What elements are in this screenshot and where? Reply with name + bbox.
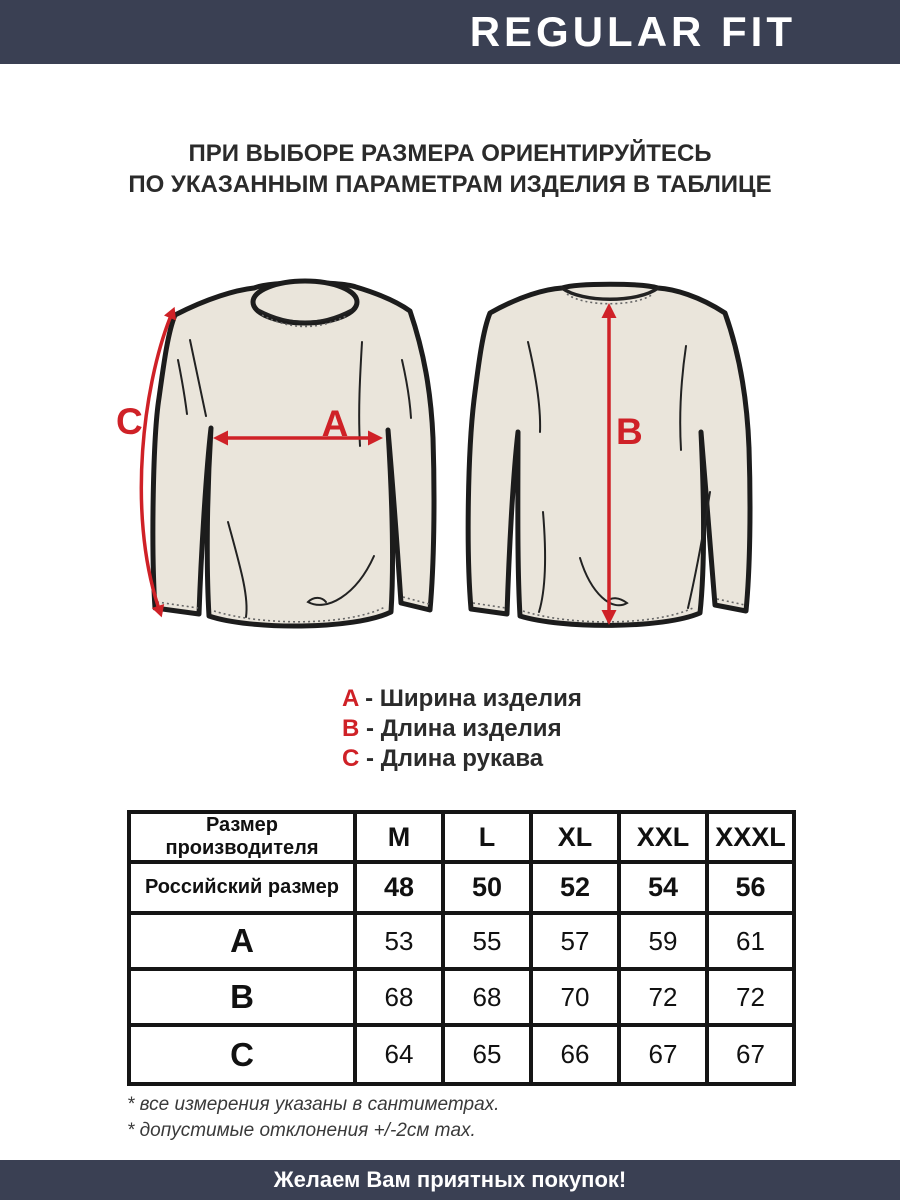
size-cell: L	[443, 812, 531, 862]
size-cell: 54	[619, 862, 707, 913]
legend-separator: -	[366, 715, 375, 742]
header-bar	[0, 0, 900, 64]
value-cell: 66	[531, 1025, 619, 1084]
value-cell: 55	[443, 913, 531, 969]
footnotes	[127, 1092, 499, 1144]
legend-key: A	[342, 685, 359, 712]
legend-key: B	[342, 715, 360, 742]
measurement-diagram	[110, 260, 770, 645]
value-cell: 59	[619, 913, 707, 969]
size-cell: XL	[531, 812, 619, 862]
size-cell: XXL	[619, 812, 707, 862]
row-label: A	[129, 913, 355, 969]
value-cell: 70	[531, 969, 619, 1025]
intro-text	[0, 138, 900, 200]
size-cell: 56	[707, 862, 794, 913]
footnote-tolerance: * допустимые отклонения +/-2см max.	[127, 1120, 476, 1141]
intro-line-1: ПРИ ВЫБОРЕ РАЗМЕРА ОРИЕНТИРУЙТЕСЬ	[188, 140, 712, 167]
legend-separator: -	[365, 685, 374, 712]
value-cell: 65	[443, 1025, 531, 1084]
row-label: B	[129, 969, 355, 1025]
table-row-sleeve	[129, 1025, 794, 1084]
size-cell: 50	[443, 862, 531, 913]
value-cell: 67	[619, 1025, 707, 1084]
value-cell: 72	[619, 969, 707, 1025]
value-cell: 64	[355, 1025, 443, 1084]
footer-message: Желаем Вам приятных покупок!	[273, 1167, 627, 1192]
sleeve-arrow-label: C	[116, 401, 143, 442]
front-shirt-illustration	[153, 281, 434, 626]
size-table	[127, 810, 796, 1086]
legend-desc: Ширина изделия	[379, 685, 582, 712]
table-row-russian-size	[129, 862, 794, 913]
legend-desc: Длина изделия	[380, 715, 562, 742]
size-cell: 48	[355, 862, 443, 913]
legend-item-width	[342, 684, 582, 714]
row-label: C	[129, 1025, 355, 1084]
row-label: Размер производителя	[129, 812, 355, 862]
legend-item-length	[342, 714, 582, 744]
table-row-width	[129, 913, 794, 969]
footnote-units: * все измерения указаны в сантиметрах.	[127, 1094, 500, 1115]
legend-item-sleeve	[342, 744, 582, 774]
value-cell: 68	[443, 969, 531, 1025]
width-arrow-label: A	[321, 403, 349, 444]
measurement-legend	[342, 684, 582, 774]
front-collar	[253, 281, 357, 323]
legend-desc: Длина рукава	[380, 745, 544, 772]
value-cell: 57	[531, 913, 619, 969]
legend-key: C	[342, 745, 360, 772]
row-label: Российский размер	[129, 862, 355, 913]
value-cell: 61	[707, 913, 794, 969]
size-cell: XXXL	[707, 812, 794, 862]
value-cell: 53	[355, 913, 443, 969]
intro-line-2: ПО УКАЗАННЫМ ПАРАМЕТРАМ ИЗДЕЛИЯ В ТАБЛИЦЕ	[128, 171, 772, 198]
footer-bar	[0, 1160, 900, 1200]
legend-separator: -	[366, 745, 375, 772]
value-cell: 72	[707, 969, 794, 1025]
fit-type-title: REGULAR FIT	[469, 8, 796, 55]
value-cell: 67	[707, 1025, 794, 1084]
size-cell: M	[355, 812, 443, 862]
value-cell: 68	[355, 969, 443, 1025]
table-row-producer-size	[129, 812, 794, 862]
size-cell: 52	[531, 862, 619, 913]
length-arrow-label: B	[616, 411, 643, 452]
table-row-length	[129, 969, 794, 1025]
